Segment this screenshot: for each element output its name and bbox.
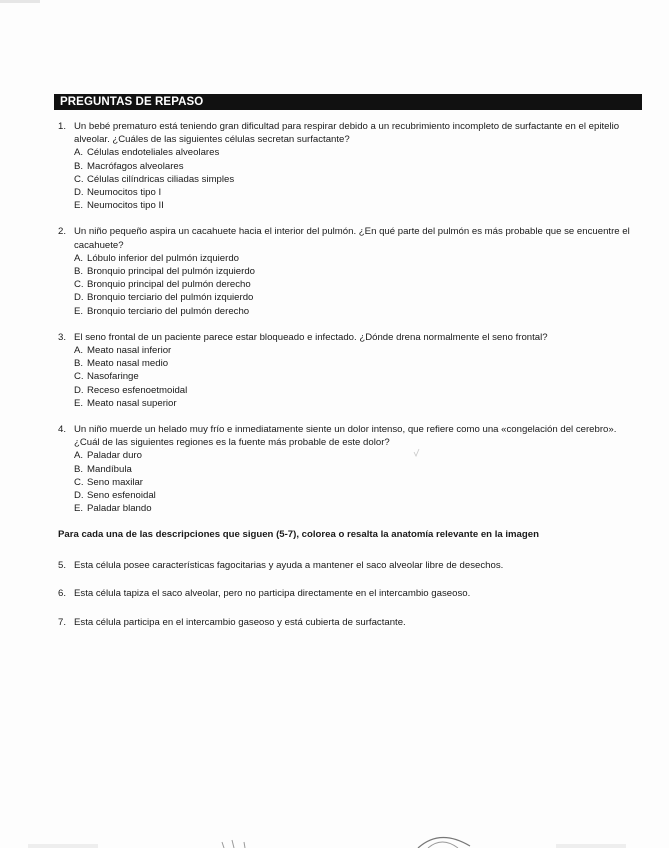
option-letter: D. bbox=[74, 490, 84, 502]
option-letter: E. bbox=[74, 305, 84, 317]
question-7 bbox=[58, 616, 642, 629]
bottom-scan-mark-left bbox=[222, 840, 245, 848]
answer-option bbox=[74, 489, 642, 502]
question-number: 5. bbox=[58, 559, 67, 571]
option-text: Neumocitos tipo I bbox=[87, 187, 162, 199]
question-text: Un bebé prematuro está teniendo gran dificultad para respirar debido a un recubrimiento incompleto de surfactante en el epitelio alveolar. ¿Cuáles de las siguientes células secretan surfactante? bbox=[74, 121, 620, 146]
question-number: 3. bbox=[58, 331, 67, 343]
bottom-scan-mark-arc bbox=[418, 837, 470, 848]
option-letter: C. bbox=[74, 371, 84, 383]
answer-options bbox=[58, 344, 642, 410]
option-text: Lóbulo inferior del pulmón izquierdo bbox=[87, 252, 239, 264]
option-text: Células endoteliales alveolares bbox=[87, 147, 220, 159]
option-text: Meato nasal medio bbox=[87, 358, 169, 370]
option-letter: D. bbox=[74, 187, 84, 199]
question-text: Esta célula posee características fagocitarias y ayuda a mantener el saco alveolar libre de desechos. bbox=[74, 559, 504, 571]
question-5 bbox=[58, 559, 642, 572]
option-text: Bronquio principal del pulmón derecho bbox=[87, 279, 251, 291]
option-letter: E. bbox=[74, 397, 84, 409]
answer-options bbox=[58, 146, 642, 212]
option-letter: B. bbox=[74, 266, 84, 278]
questions-content bbox=[58, 120, 642, 645]
option-text: Células cilíndricas ciliadas simples bbox=[87, 173, 235, 185]
option-text: Meato nasal superior bbox=[87, 397, 177, 409]
question-number: 2. bbox=[58, 226, 67, 238]
answer-option bbox=[74, 173, 642, 186]
option-letter: D. bbox=[74, 292, 84, 304]
option-letter: C. bbox=[74, 173, 84, 185]
question-1 bbox=[58, 120, 642, 212]
option-letter: A. bbox=[74, 450, 84, 462]
option-letter: B. bbox=[74, 358, 84, 370]
option-letter: B. bbox=[74, 463, 84, 475]
bottom-scan-mark-arc-inner bbox=[428, 842, 458, 848]
answer-option bbox=[74, 146, 642, 159]
answer-option bbox=[74, 305, 642, 318]
answer-options bbox=[58, 449, 642, 515]
answer-options bbox=[58, 252, 642, 318]
answer-option bbox=[74, 476, 642, 489]
answer-option bbox=[74, 370, 642, 383]
answer-option bbox=[74, 397, 642, 410]
top-left-scan-mark bbox=[0, 0, 40, 3]
question-text: Esta célula tapiza el saco alveolar, pero no participa directamente en el intercambio gaseoso. bbox=[74, 588, 471, 600]
bottom-right-scan-band bbox=[556, 844, 626, 848]
option-text: Seno esfenoidal bbox=[87, 490, 156, 502]
question-2 bbox=[58, 225, 642, 317]
option-text: Bronquio terciario del pulmón derecho bbox=[87, 305, 250, 317]
answer-option bbox=[74, 265, 642, 278]
option-letter: A. bbox=[74, 345, 84, 357]
question-text: Un niño pequeño aspira un cacahuete hacia el interior del pulmón. ¿En qué parte del pulmón es más probable que se encuentre el cacahuete? bbox=[74, 226, 630, 251]
answer-option bbox=[74, 384, 642, 397]
option-text: Macrófagos alveolares bbox=[87, 160, 184, 172]
answer-option bbox=[74, 160, 642, 173]
option-text: Paladar blando bbox=[87, 503, 152, 515]
option-letter: C. bbox=[74, 476, 84, 488]
option-letter: B. bbox=[74, 160, 84, 172]
section-header-bar bbox=[54, 94, 642, 110]
option-text: Paladar duro bbox=[87, 450, 142, 462]
answer-option bbox=[74, 449, 642, 462]
answer-option bbox=[74, 252, 642, 265]
option-letter: E. bbox=[74, 503, 84, 515]
instruction-text: Para cada una de las descripciones que siguen (5-7), colorea o resalta la anatomía relevante en la imagen bbox=[58, 529, 539, 541]
question-number: 1. bbox=[58, 121, 67, 132]
option-text: Bronquio terciario del pulmón izquierdo bbox=[87, 292, 254, 304]
option-text: Bronquio principal del pulmón izquierdo bbox=[87, 266, 255, 278]
question-text: El seno frontal de un paciente parece estar bloqueado e infectado. ¿Dónde drena normalmente el seno frontal? bbox=[74, 331, 548, 343]
question-4 bbox=[58, 423, 642, 515]
question-number: 7. bbox=[58, 617, 67, 629]
answer-option bbox=[74, 344, 642, 357]
answer-option bbox=[74, 278, 642, 291]
answer-option bbox=[74, 186, 642, 199]
answer-option bbox=[74, 463, 642, 476]
option-letter: D. bbox=[74, 384, 84, 396]
answer-option bbox=[74, 199, 642, 212]
question-number: 4. bbox=[58, 424, 67, 436]
option-text: Meato nasal inferior bbox=[87, 345, 172, 357]
answer-option bbox=[74, 502, 642, 515]
bottom-left-scan-band bbox=[28, 844, 98, 848]
question-text: Esta célula participa en el intercambio gaseoso y está cubierta de surfactante. bbox=[74, 617, 406, 629]
option-text: Neumocitos tipo II bbox=[87, 200, 164, 212]
question-6 bbox=[58, 587, 642, 600]
answer-option bbox=[74, 357, 642, 370]
option-letter: A. bbox=[74, 147, 84, 159]
option-text: Seno maxilar bbox=[87, 476, 143, 488]
question-number: 6. bbox=[58, 588, 67, 600]
option-letter: A. bbox=[74, 252, 84, 264]
option-text: Receso esfenoetmoidal bbox=[87, 384, 188, 396]
option-text: Nasofaringe bbox=[87, 371, 139, 383]
option-letter: C. bbox=[74, 279, 84, 291]
question-3 bbox=[58, 331, 642, 410]
option-text: Mandíbula bbox=[87, 463, 132, 475]
answer-option bbox=[74, 291, 642, 304]
section-title: PREGUNTAS DE REPASO bbox=[60, 96, 204, 108]
option-letter: E. bbox=[74, 200, 84, 212]
question-text: Un niño muerde un helado muy frío e inmediatamente siente un dolor intenso, que refiere como una «congelación del cerebro». ¿Cuál de las siguientes regiones es la fuente más probable de este dolor? bbox=[74, 424, 617, 449]
